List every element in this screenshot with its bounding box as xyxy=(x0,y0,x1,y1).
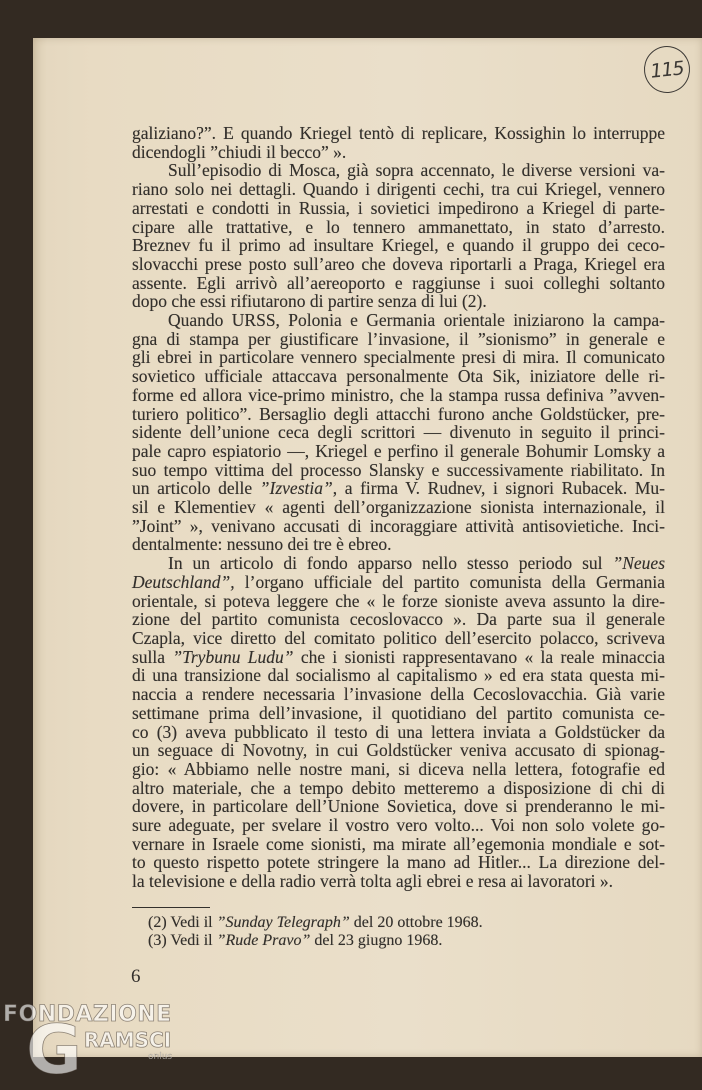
text-run: altro materiale, che a tempo debito metteremo a disposizione di chi di xyxy=(132,777,665,798)
folio-number: 115 xyxy=(649,56,685,83)
text-line xyxy=(132,180,665,199)
text-line xyxy=(132,479,665,498)
text-run: In un articolo di fondo apparso nello stesso periodo sul xyxy=(168,553,613,574)
text-line xyxy=(132,330,665,349)
text-line xyxy=(132,797,665,816)
text-run: orientale, si poteva leggere che « le forze sioniste aveva assunto la dire- xyxy=(132,590,665,611)
text-line xyxy=(132,517,665,536)
body-text xyxy=(132,124,665,891)
watermark-line-1: FONDAZIONE xyxy=(3,1002,172,1027)
italic-title: ”Sunday Telegraph” xyxy=(216,914,350,931)
text-line xyxy=(132,405,665,424)
text-run: un seguace di Novotny, in cui Goldstücker veniva accusato di spionag- xyxy=(132,740,665,761)
text-run: assente. Egli arrivò all’aereoporto e raggiunse i suoi colleghi soltanto xyxy=(132,272,665,293)
text-line xyxy=(132,274,665,293)
text-run: (3) Vedi il xyxy=(148,932,217,949)
italic-title: ”Izvestia” xyxy=(259,478,333,499)
text-run: forme ed allora vice-primo ministro, che la stampa russa definiva ”avven- xyxy=(132,384,665,405)
text-line xyxy=(132,218,665,237)
text-run: gio: « Abbiamo nelle nostre mani, si diceva nella lettera, fotografie ed xyxy=(132,758,665,779)
text-line xyxy=(132,236,665,255)
text-run: turiero politico”. Bersaglio degli attacchi furono anche Goldstücker, pre- xyxy=(132,403,665,424)
text-run: del 20 ottobre 1968. xyxy=(349,914,483,931)
text-line xyxy=(132,386,665,405)
text-run: dicendogli ”chiudi il becco” ». xyxy=(132,141,347,162)
text-run: naccia a rendere necessaria l’invasione della Cecoslovacchia. Già varie xyxy=(132,684,665,705)
text-line xyxy=(132,367,665,386)
text-run: che i sionisti rappresentavano « la reale minaccia xyxy=(293,646,665,667)
text-line xyxy=(132,835,665,854)
text-line xyxy=(132,255,665,274)
text-run: ”Joint” », venivano accusati di incoraggiare attività antisovietiche. Inci- xyxy=(132,515,665,536)
text-line xyxy=(132,816,665,835)
text-run: cipare alle trattative, e lo tennero ammanettato, in stato d’arresto. xyxy=(132,216,665,237)
text-line xyxy=(132,311,665,330)
text-run: sil e Klementiev « agenti dell’organizzazione sionista internazionale, il xyxy=(132,497,665,518)
text-line xyxy=(132,161,665,180)
text-line xyxy=(132,723,665,742)
text-run: settimane prima dell’invasione, il quotidiano del partito comunista ce- xyxy=(132,702,665,723)
text-line xyxy=(132,292,665,311)
text-line xyxy=(132,760,665,779)
text-line xyxy=(132,741,665,760)
page-number: 6 xyxy=(131,966,141,987)
italic-title: ”Rude Pravo” xyxy=(216,932,311,949)
footnote-separator xyxy=(132,907,210,908)
watermark-line-2: GRAMSCI xyxy=(26,1011,172,1090)
text-line xyxy=(132,704,665,723)
text-run: dopo che essi rifiutarono di partire senza di lui (2). xyxy=(132,291,487,312)
text-line xyxy=(132,573,665,592)
text-run: di una transizione dal socialismo al capitalismo » ed era stata questa mi- xyxy=(132,665,665,686)
text-run: slovacchi prese posto sull’areo che doveva riportarli a Praga, Kriegel era xyxy=(132,253,665,274)
text-run: gli ebrei in particolare vennero specialmente presi di mira. Il comunicato xyxy=(132,347,665,368)
text-line xyxy=(132,685,665,704)
text-run: Czapla, vice diretto del comitato politico dell’esercito polacco, scriveva xyxy=(132,627,665,648)
text-run: (2) Vedi il xyxy=(148,914,217,931)
text-run: co (3) aveva pubblicato il testo di una lettera inviata a Goldstücker da xyxy=(132,721,665,742)
text-run: to questo rispetto potete stringere la mano ad Hitler... La direzione del- xyxy=(132,852,665,873)
text-run: arrestati e condotti in Russia, i sovietici impedirono a Kriegel di parte- xyxy=(132,197,665,218)
paragraph xyxy=(132,124,665,161)
text-run: Sull’episodio di Mosca, già sopra accennato, le diverse versioni va- xyxy=(168,160,665,181)
text-run: sure adeguate, per svelare il vostro vero volto... Voi non solo volete go- xyxy=(132,815,665,836)
text-line xyxy=(132,554,665,573)
text-run: la televisione e della radio verrà tolta agli ebrei e resa ai lavoratori ». xyxy=(132,871,614,892)
watermark-suffix: onlus xyxy=(148,1052,173,1062)
text-line xyxy=(132,779,665,798)
text-run: un articolo delle xyxy=(132,478,260,499)
text-run: dentalmente: nessuno dei tre è ebreo. xyxy=(132,534,392,555)
text-line xyxy=(132,629,665,648)
text-run: l’organo ufficiale del partito comunista della Germania xyxy=(234,571,665,592)
text-line xyxy=(132,592,665,611)
paragraph xyxy=(132,161,665,311)
text-run: suo tempo vittima del processo Slansky e successivamente riabilitato. In xyxy=(132,459,665,480)
text-run: galiziano?”. E quando Kriegel tentò di replicare, Kossighin lo interruppe xyxy=(132,123,665,143)
footnote xyxy=(148,932,483,950)
text-line xyxy=(132,853,665,872)
text-run: pale capro espiatorio —, Kriegel e perfino il generale Bohumir Lomsky a xyxy=(132,440,665,461)
text-line xyxy=(132,442,665,461)
italic-title: ”Trybunu Ludu” xyxy=(172,646,294,667)
paragraph xyxy=(132,311,665,554)
text-run: Quando URSS, Polonia e Germania orientale iniziarono la campa- xyxy=(168,310,665,331)
text-line xyxy=(132,348,665,367)
text-run: Breznev fu il primo ad insultare Kriegel, e quando il gruppo dei ceco- xyxy=(132,235,665,256)
text-line xyxy=(132,124,665,143)
text-run: vernare in Israele come sionisti, ma mirate all’egemonia mondiale e sot- xyxy=(132,833,665,854)
text-run: sulla xyxy=(132,646,173,667)
text-line xyxy=(132,143,665,162)
text-run: riano solo nei dettagli. Quando i dirigenti cechi, tra cui Kriegel, vennero xyxy=(132,179,665,200)
text-run: , a firma V. Rudnev, i signori Rubacek. Mu- xyxy=(332,478,665,499)
text-run: sidente dell’unione ceca degli scrittori — divenuto in seguito il princi- xyxy=(132,422,665,443)
paragraph xyxy=(132,554,665,891)
text-line xyxy=(132,872,665,891)
text-run: gna di stampa per giustificare l’invasione, il ”sionismo” in generale e xyxy=(132,328,665,349)
text-line xyxy=(132,199,665,218)
text-line xyxy=(132,648,665,667)
text-line xyxy=(132,423,665,442)
text-line xyxy=(132,535,665,554)
text-run: dovere, in particolare dell’Unione Sovietica, dove si prenderanno le mi- xyxy=(132,796,665,817)
footnotes xyxy=(148,914,483,950)
text-line xyxy=(132,666,665,685)
text-line xyxy=(132,610,665,629)
italic-title: ”Neues xyxy=(612,553,665,574)
italic-title: Deutschland”, xyxy=(132,571,235,592)
text-line xyxy=(132,461,665,480)
text-line xyxy=(132,498,665,517)
footnote xyxy=(148,914,483,932)
text-run: sovietico ufficiale attaccava personalmente Ota Sik, iniziatore delle ri- xyxy=(132,366,665,387)
text-run: zione del partito comunista cecoslovacco ». Da parte sua il generale xyxy=(132,609,665,630)
text-run: del 23 giugno 1968. xyxy=(310,932,443,949)
